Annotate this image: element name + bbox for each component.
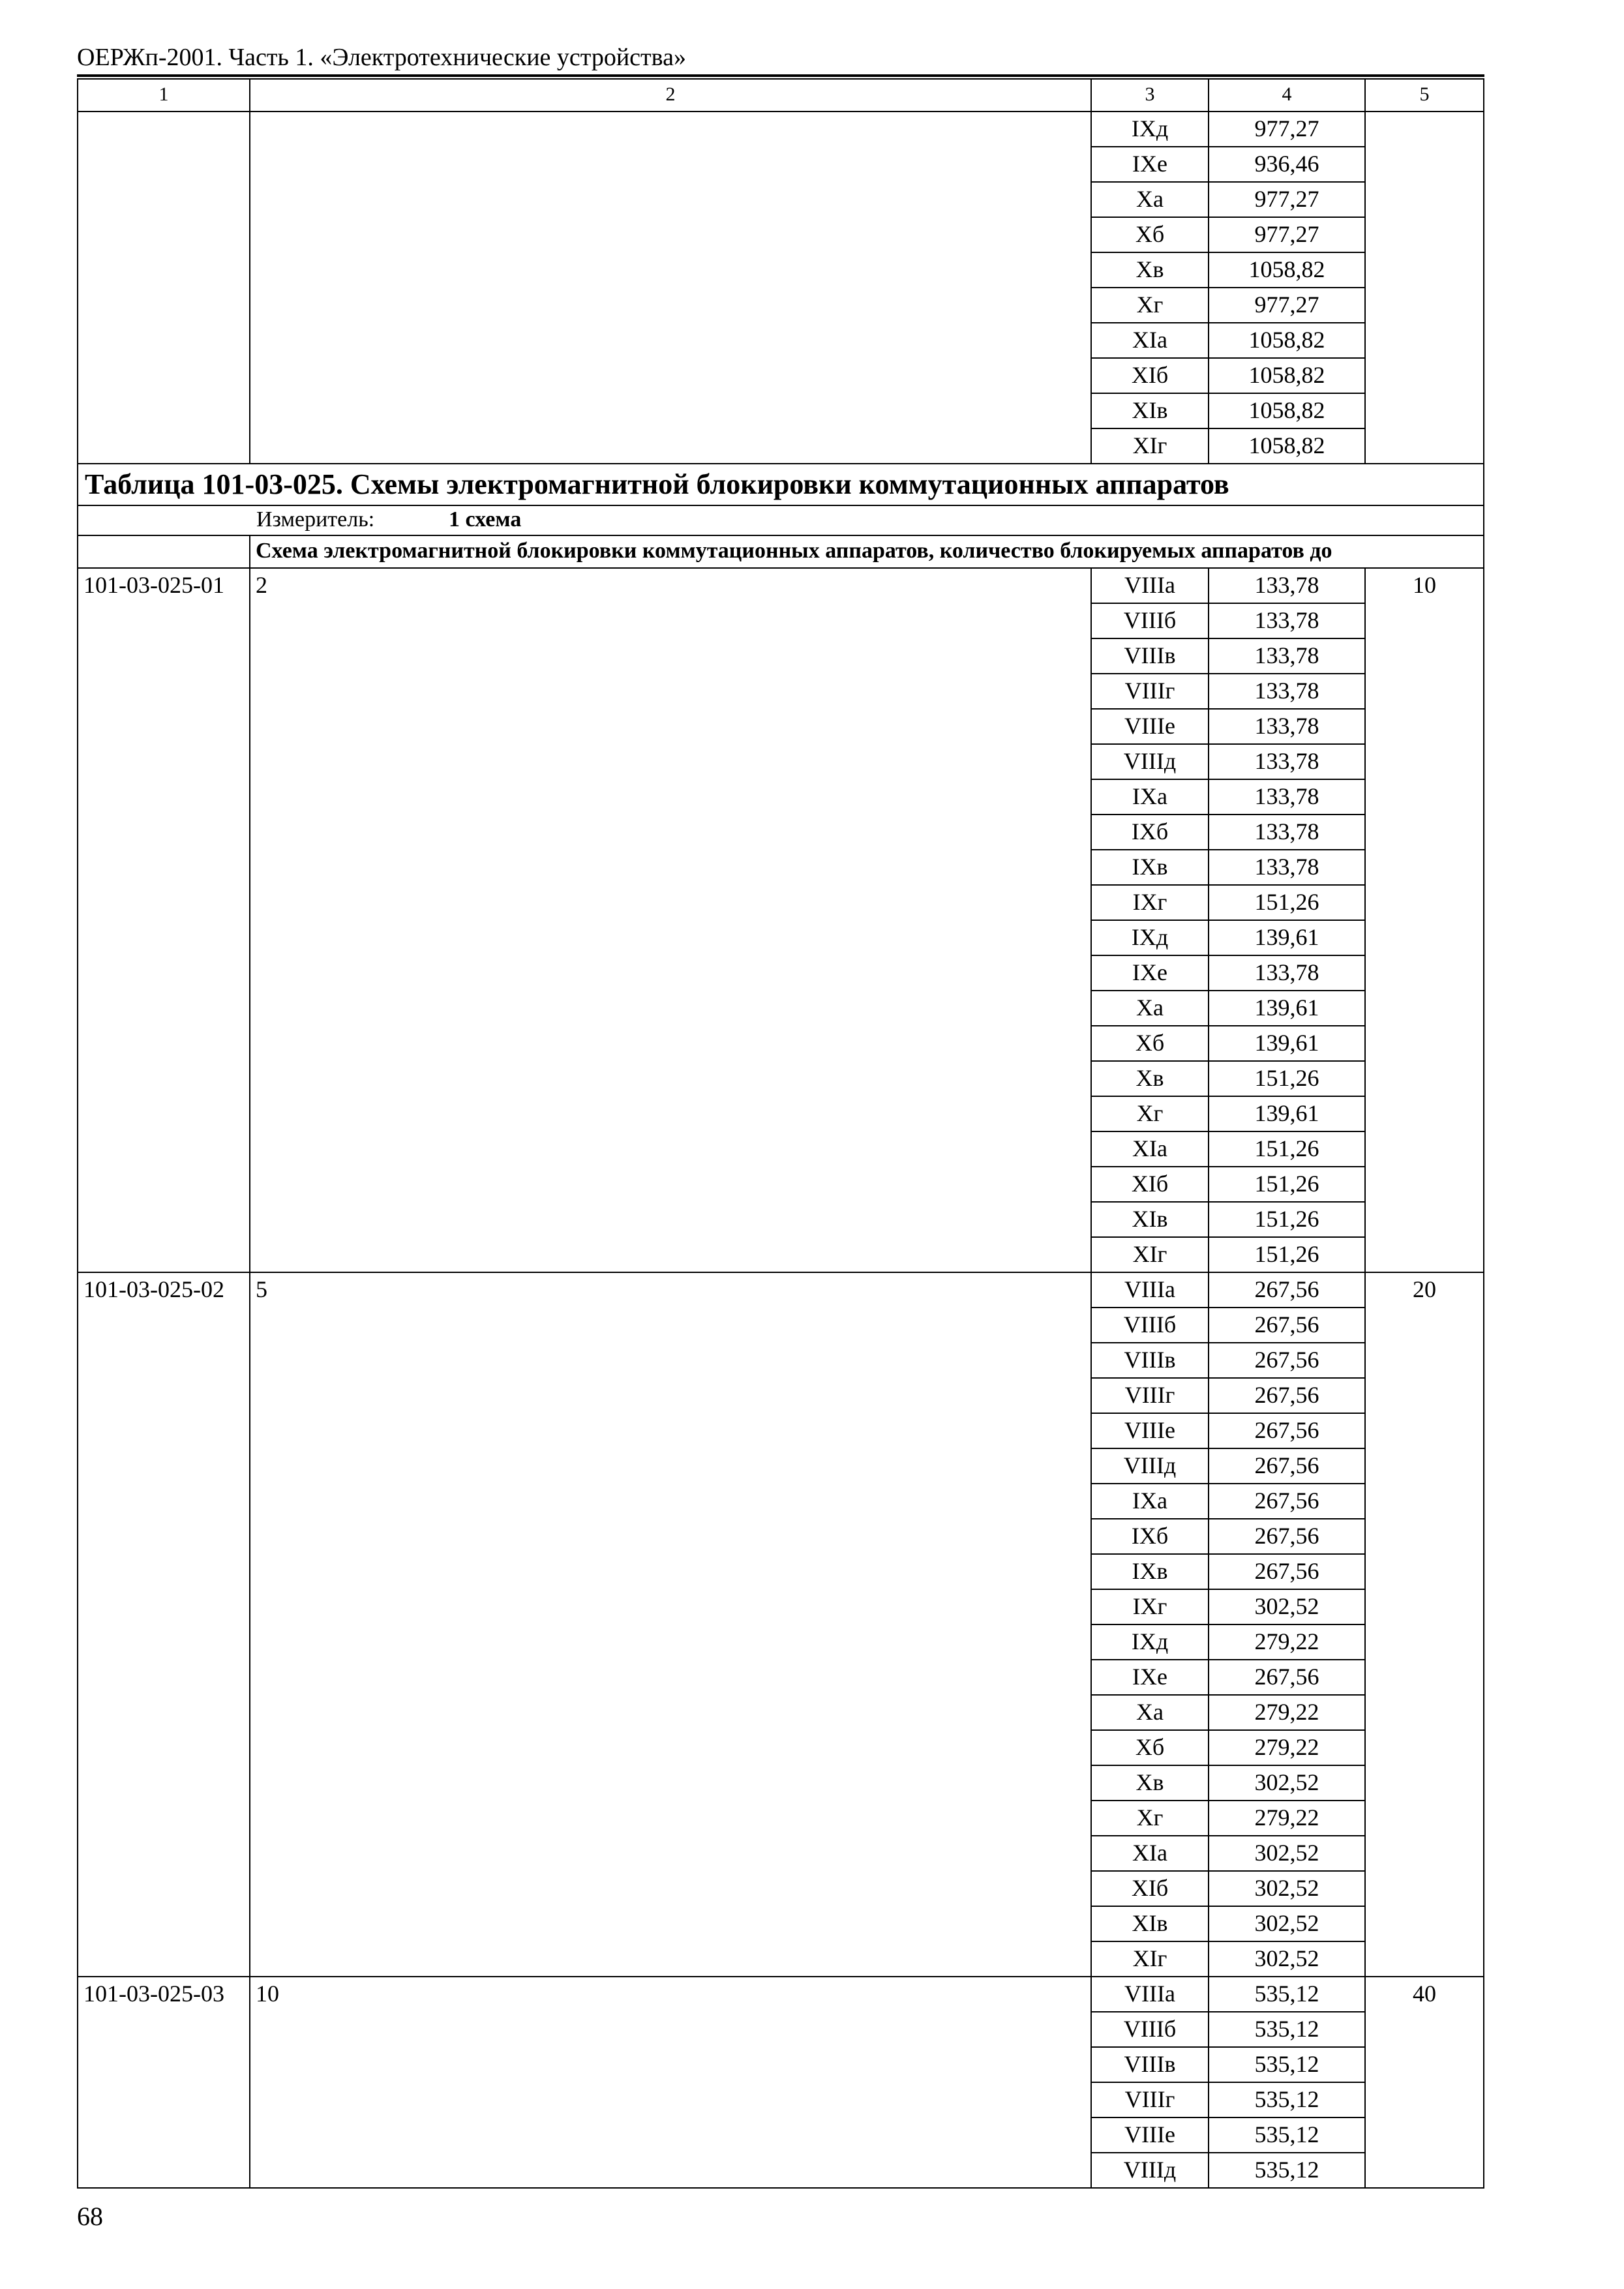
- price-cell: 139,61: [1209, 920, 1365, 955]
- zone-cell: Xб: [1091, 217, 1209, 252]
- price-cell: 535,12: [1209, 2082, 1365, 2117]
- price-cell: 302,52: [1209, 1906, 1365, 1941]
- description-row: [78, 535, 1484, 568]
- zone-cell: VIIIе: [1091, 709, 1209, 744]
- column-number: 2: [250, 79, 1091, 112]
- zone-cell: XIб: [1091, 1167, 1209, 1202]
- price-cell: 977,27: [1209, 182, 1365, 217]
- zone-cell: VIIIб: [1091, 603, 1209, 638]
- code-cell: 101-03-025-02: [78, 1272, 250, 1977]
- rates-table-body: [78, 79, 1484, 2188]
- price-cell: 267,56: [1209, 1272, 1365, 1308]
- zone-cell: XIб: [1091, 1871, 1209, 1906]
- price-cell: 267,56: [1209, 1519, 1365, 1554]
- zone-cell: XIа: [1091, 1131, 1209, 1167]
- zone-cell: VIIIб: [1091, 1308, 1209, 1343]
- zone-cell: Xг: [1091, 1096, 1209, 1131]
- zone-cell: XIа: [1091, 323, 1209, 358]
- page-header: ОЕРЖп-2001. Часть 1. «Электротехнические устройства»: [77, 40, 1484, 77]
- zone-cell: IXа: [1091, 779, 1209, 815]
- name-cell: 10: [250, 1977, 1091, 2188]
- price-cell: 267,56: [1209, 1308, 1365, 1343]
- name-cell: [250, 112, 1091, 464]
- price-cell: 267,56: [1209, 1378, 1365, 1413]
- zone-cell: Xв: [1091, 252, 1209, 288]
- code-cell: 101-03-025-01: [78, 568, 250, 1272]
- zone-cell: VIIIв: [1091, 638, 1209, 674]
- zone-cell: IXг: [1091, 1589, 1209, 1624]
- zone-cell: Xб: [1091, 1026, 1209, 1061]
- price-cell: 139,61: [1209, 991, 1365, 1026]
- zone-cell: VIIIг: [1091, 2082, 1209, 2117]
- price-cell: 267,56: [1209, 1343, 1365, 1378]
- zone-cell: IXд: [1091, 920, 1209, 955]
- price-cell: 139,61: [1209, 1026, 1365, 1061]
- zone-cell: XIг: [1091, 1941, 1209, 1977]
- rates-table: [77, 78, 1484, 2189]
- zone-cell: IXд: [1091, 112, 1209, 147]
- zone-cell: VIIIв: [1091, 1343, 1209, 1378]
- zone-cell: VIIIг: [1091, 1378, 1209, 1413]
- column-number: 1: [78, 79, 250, 112]
- price-cell: 936,46: [1209, 147, 1365, 182]
- zone-cell: IXд: [1091, 1624, 1209, 1660]
- meter-row: [78, 505, 1484, 535]
- price-cell: 133,78: [1209, 955, 1365, 991]
- price-cell: 267,56: [1209, 1554, 1365, 1589]
- price-cell: 133,78: [1209, 603, 1365, 638]
- price-cell: 267,56: [1209, 1484, 1365, 1519]
- table-row: [78, 1272, 1484, 1308]
- price-cell: 133,78: [1209, 850, 1365, 885]
- table-title: Таблица 101-03-025. Схемы электромагнитной блокировки коммутационных аппаратов: [78, 464, 1484, 505]
- zone-cell: XIг: [1091, 428, 1209, 464]
- price-cell: 151,26: [1209, 1237, 1365, 1272]
- price-cell: 133,78: [1209, 638, 1365, 674]
- zone-cell: IXг: [1091, 885, 1209, 920]
- zone-cell: VIIIб: [1091, 2012, 1209, 2047]
- zone-cell: XIг: [1091, 1237, 1209, 1272]
- price-cell: 151,26: [1209, 1131, 1365, 1167]
- qty-cell: 10: [1365, 568, 1484, 1272]
- meter-label: Измеритель:: [256, 507, 375, 531]
- price-cell: 279,22: [1209, 1801, 1365, 1836]
- zone-cell: Xв: [1091, 1061, 1209, 1096]
- price-cell: 133,78: [1209, 815, 1365, 850]
- price-cell: 1058,82: [1209, 428, 1365, 464]
- price-cell: 279,22: [1209, 1695, 1365, 1730]
- column-number: 4: [1209, 79, 1365, 112]
- zone-cell: VIIIв: [1091, 2047, 1209, 2082]
- price-cell: 151,26: [1209, 1167, 1365, 1202]
- price-cell: 1058,82: [1209, 323, 1365, 358]
- zone-cell: Xа: [1091, 1695, 1209, 1730]
- price-cell: 151,26: [1209, 1202, 1365, 1237]
- zone-cell: Xг: [1091, 1801, 1209, 1836]
- zone-cell: IXв: [1091, 1554, 1209, 1589]
- meter-value: 1 схема: [449, 507, 522, 531]
- qty-cell: 20: [1365, 1272, 1484, 1977]
- price-cell: 1058,82: [1209, 252, 1365, 288]
- zone-cell: XIа: [1091, 1836, 1209, 1871]
- zone-cell: IXв: [1091, 850, 1209, 885]
- name-cell: 2: [250, 568, 1091, 1272]
- table-caption-row: [78, 464, 1484, 505]
- zone-cell: VIIIг: [1091, 674, 1209, 709]
- column-number-row: [78, 79, 1484, 112]
- price-cell: 977,27: [1209, 112, 1365, 147]
- zone-cell: IXе: [1091, 1660, 1209, 1695]
- zone-cell: Xг: [1091, 288, 1209, 323]
- zone-cell: IXа: [1091, 1484, 1209, 1519]
- price-cell: 279,22: [1209, 1730, 1365, 1765]
- page-number: 68: [77, 2202, 103, 2231]
- price-cell: 535,12: [1209, 1977, 1365, 2012]
- price-cell: 302,52: [1209, 1941, 1365, 1977]
- code-cell: 101-03-025-03: [78, 1977, 250, 2188]
- code-cell: [78, 112, 250, 464]
- price-cell: 977,27: [1209, 217, 1365, 252]
- zone-cell: IXб: [1091, 815, 1209, 850]
- zone-cell: Xа: [1091, 991, 1209, 1026]
- price-cell: 267,56: [1209, 1413, 1365, 1448]
- price-cell: 535,12: [1209, 2117, 1365, 2153]
- price-cell: 267,56: [1209, 1660, 1365, 1695]
- price-cell: 151,26: [1209, 1061, 1365, 1096]
- price-cell: 133,78: [1209, 779, 1365, 815]
- column-number: 5: [1365, 79, 1484, 112]
- zone-cell: VIIIд: [1091, 1448, 1209, 1484]
- price-cell: 302,52: [1209, 1589, 1365, 1624]
- zone-cell: Xа: [1091, 182, 1209, 217]
- qty-cell: 40: [1365, 1977, 1484, 2188]
- price-cell: 302,52: [1209, 1871, 1365, 1906]
- price-cell: 279,22: [1209, 1624, 1365, 1660]
- price-cell: 139,61: [1209, 1096, 1365, 1131]
- price-cell: 977,27: [1209, 288, 1365, 323]
- table-description: Схема электромагнитной блокировки коммутационных аппаратов, количество блокируемых аппаратов до: [250, 535, 1484, 568]
- zone-cell: VIIIа: [1091, 1977, 1209, 2012]
- zone-cell: XIв: [1091, 1202, 1209, 1237]
- price-cell: 302,52: [1209, 1765, 1365, 1801]
- zone-cell: VIIIе: [1091, 1413, 1209, 1448]
- zone-cell: VIIIе: [1091, 2117, 1209, 2153]
- price-cell: 535,12: [1209, 2012, 1365, 2047]
- zone-cell: XIв: [1091, 1906, 1209, 1941]
- zone-cell: XIв: [1091, 393, 1209, 428]
- meter-cell: [78, 505, 1484, 535]
- zone-cell: IXб: [1091, 1519, 1209, 1554]
- qty-cell: [1365, 112, 1484, 464]
- zone-cell: XIб: [1091, 358, 1209, 393]
- zone-cell: VIIIд: [1091, 744, 1209, 779]
- price-cell: 535,12: [1209, 2153, 1365, 2188]
- price-cell: 1058,82: [1209, 393, 1365, 428]
- price-cell: 1058,82: [1209, 358, 1365, 393]
- price-cell: 151,26: [1209, 885, 1365, 920]
- description-spacer: [78, 535, 250, 568]
- table-row: [78, 1977, 1484, 2012]
- price-cell: 133,78: [1209, 709, 1365, 744]
- zone-cell: VIIIа: [1091, 568, 1209, 603]
- price-cell: 133,78: [1209, 674, 1365, 709]
- table-row: [78, 112, 1484, 147]
- zone-cell: IXе: [1091, 955, 1209, 991]
- name-cell: 5: [250, 1272, 1091, 1977]
- price-cell: 302,52: [1209, 1836, 1365, 1871]
- zone-cell: VIIIд: [1091, 2153, 1209, 2188]
- price-cell: 133,78: [1209, 568, 1365, 603]
- zone-cell: Xб: [1091, 1730, 1209, 1765]
- zone-cell: Xв: [1091, 1765, 1209, 1801]
- price-cell: 267,56: [1209, 1448, 1365, 1484]
- zone-cell: IXе: [1091, 147, 1209, 182]
- price-cell: 133,78: [1209, 744, 1365, 779]
- column-number: 3: [1091, 79, 1209, 112]
- price-cell: 535,12: [1209, 2047, 1365, 2082]
- zone-cell: VIIIа: [1091, 1272, 1209, 1308]
- table-row: [78, 568, 1484, 603]
